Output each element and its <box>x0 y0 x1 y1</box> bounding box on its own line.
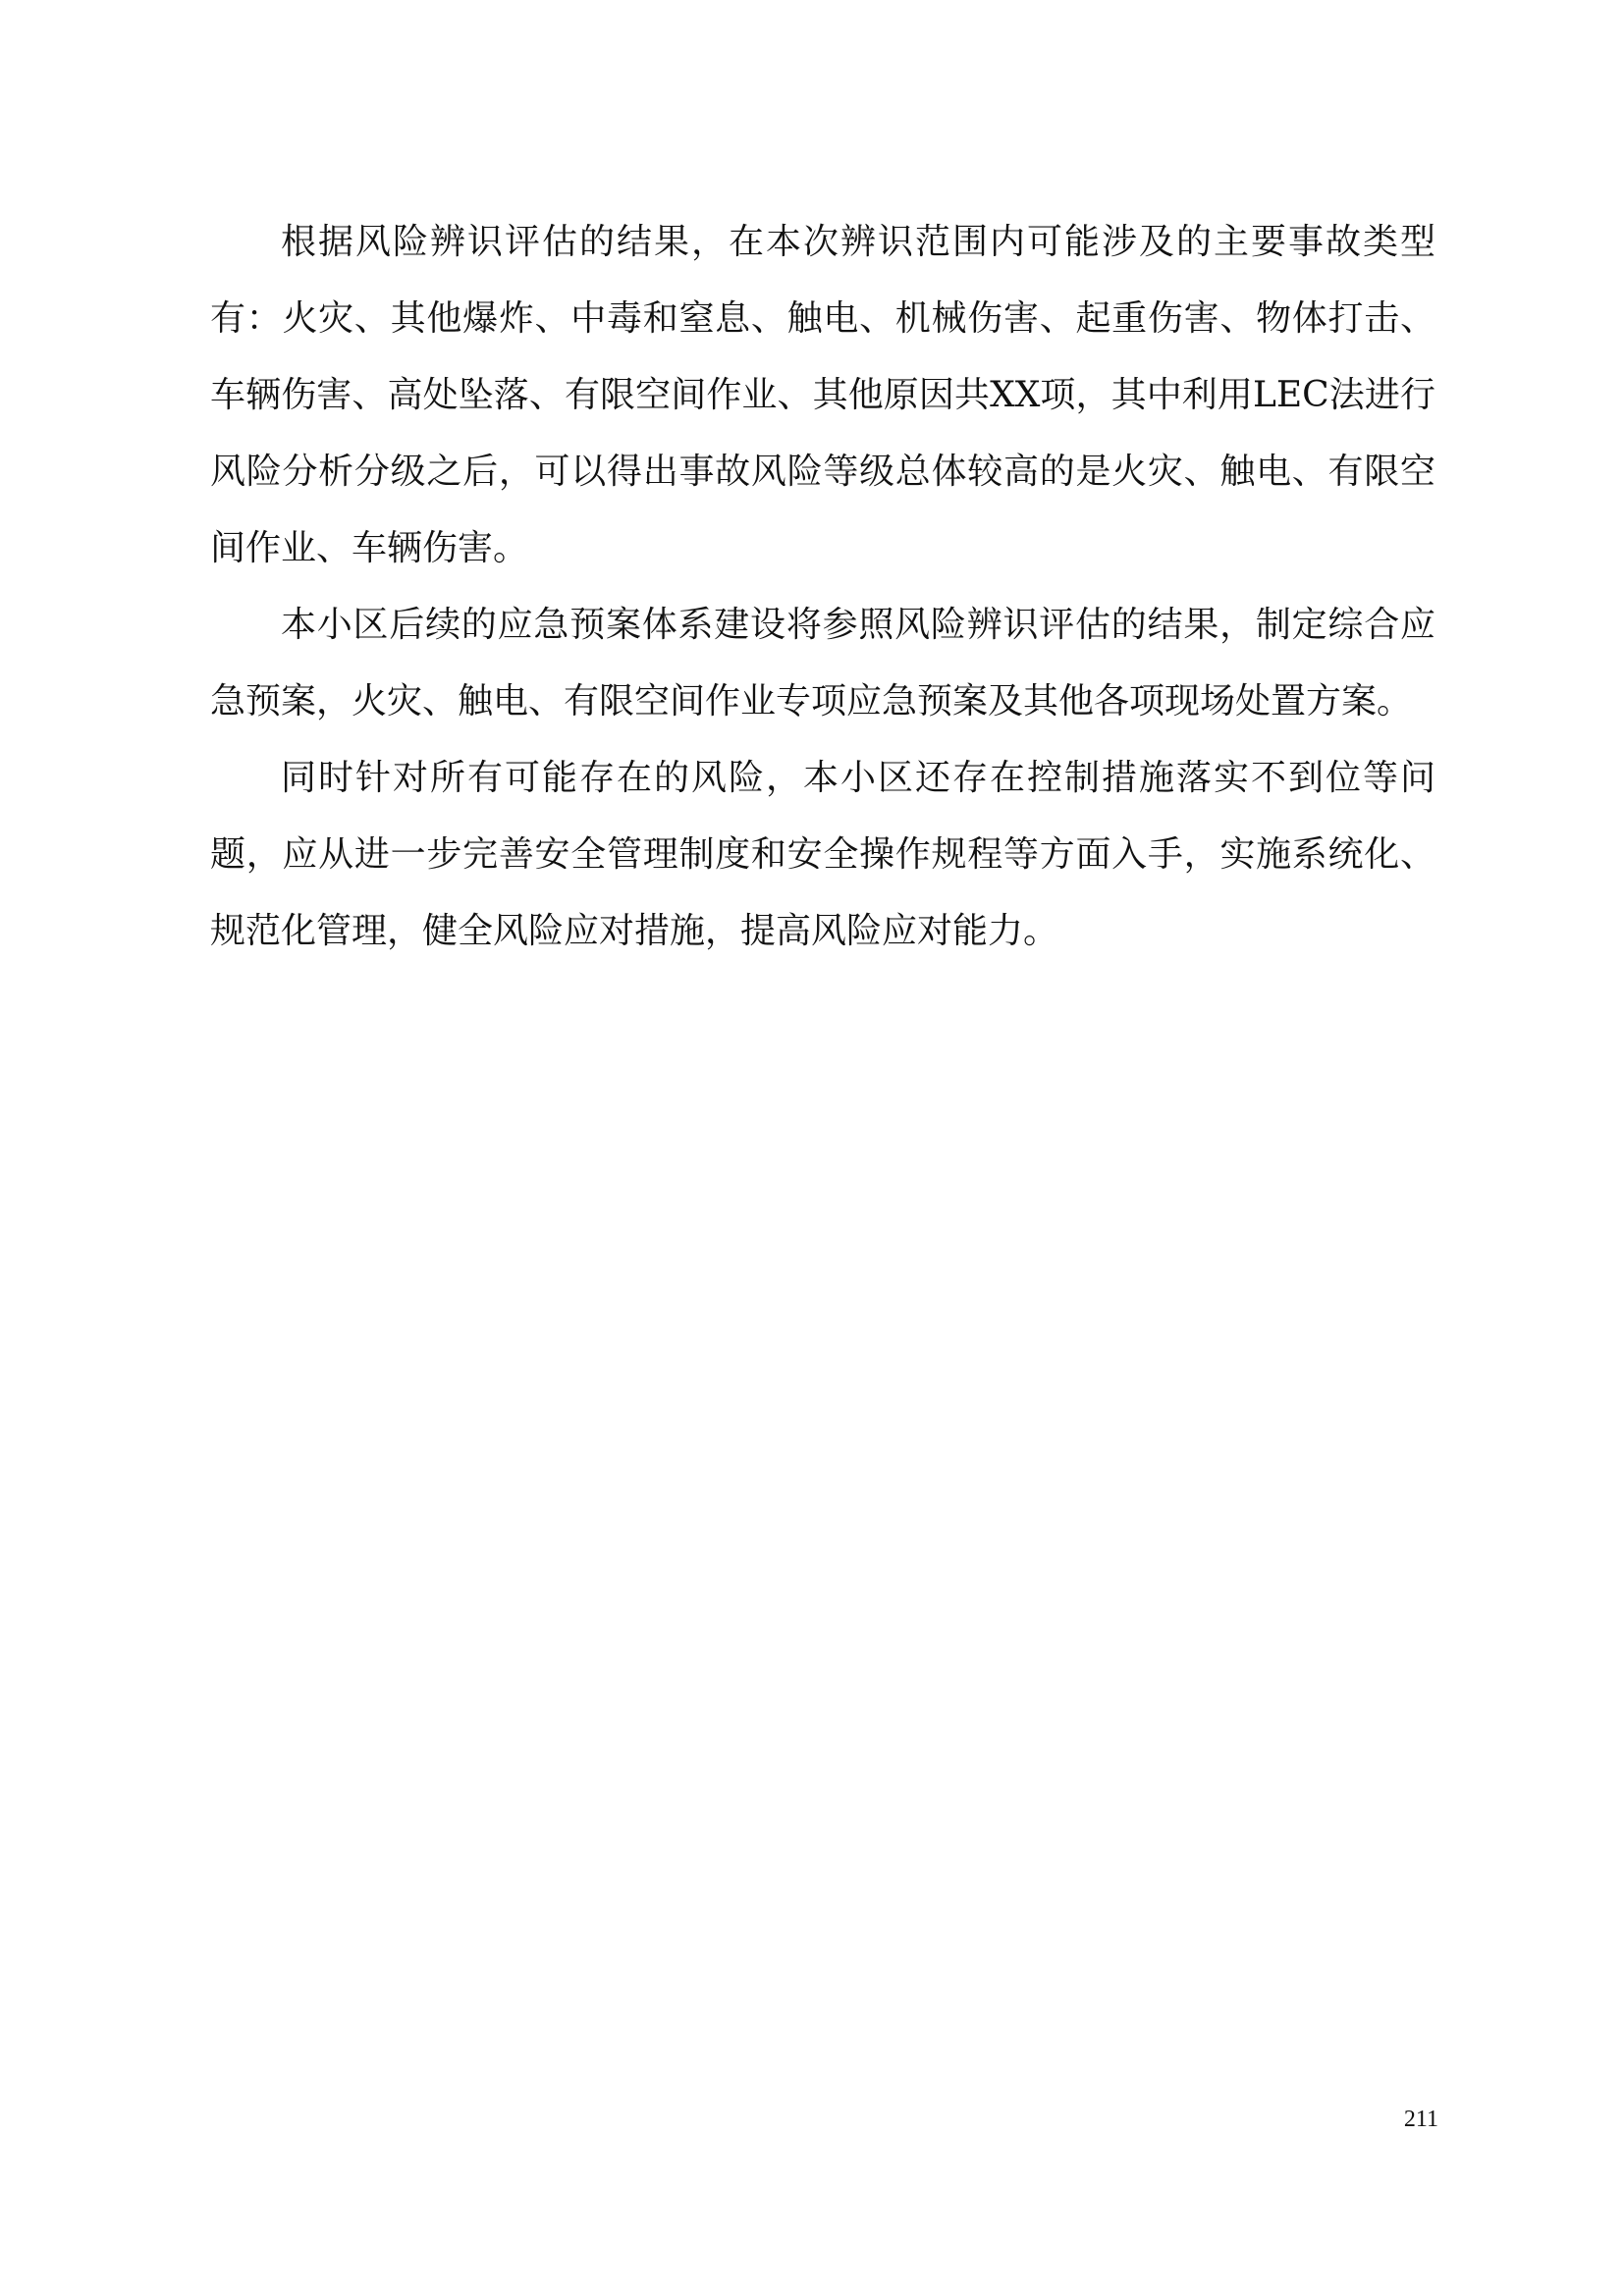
paragraph-emergency-plan-system: 本小区后续的应急预案体系建设将参照风险辨识评估的结果，制定综合应急预案，火灾、触电、有限空间作业专项应急预案及其他各项现场处置方案。 <box>210 605 1435 721</box>
paragraph-risk-assessment-result: 根据风险辨识评估的结果，在本次辨识范围内可能涉及的主要事故类型有：火灾、其他爆炸、中毒和窒息、触电、机械伤害、起重伤害、物体打击、车辆伤害、高处坠落、有限空间作业、其他原因共XX项，其中利用LEC法进行风险分析分级之后，可以得出事故风险等级总体较高的是火灾、触电、有限空间作业、车辆伤害。 <box>210 222 1435 568</box>
page-number: 211 <box>1403 2107 1438 2132</box>
paragraph-control-measures: 同时针对所有可能存在的风险，本小区还存在控制措施落实不到位等问题，应从进一步完善安全管理制度和安全操作规程等方面入手，实施系统化、规范化管理，健全风险应对措施，提高风险应对能力。 <box>210 758 1435 951</box>
document-body <box>210 204 1435 970</box>
